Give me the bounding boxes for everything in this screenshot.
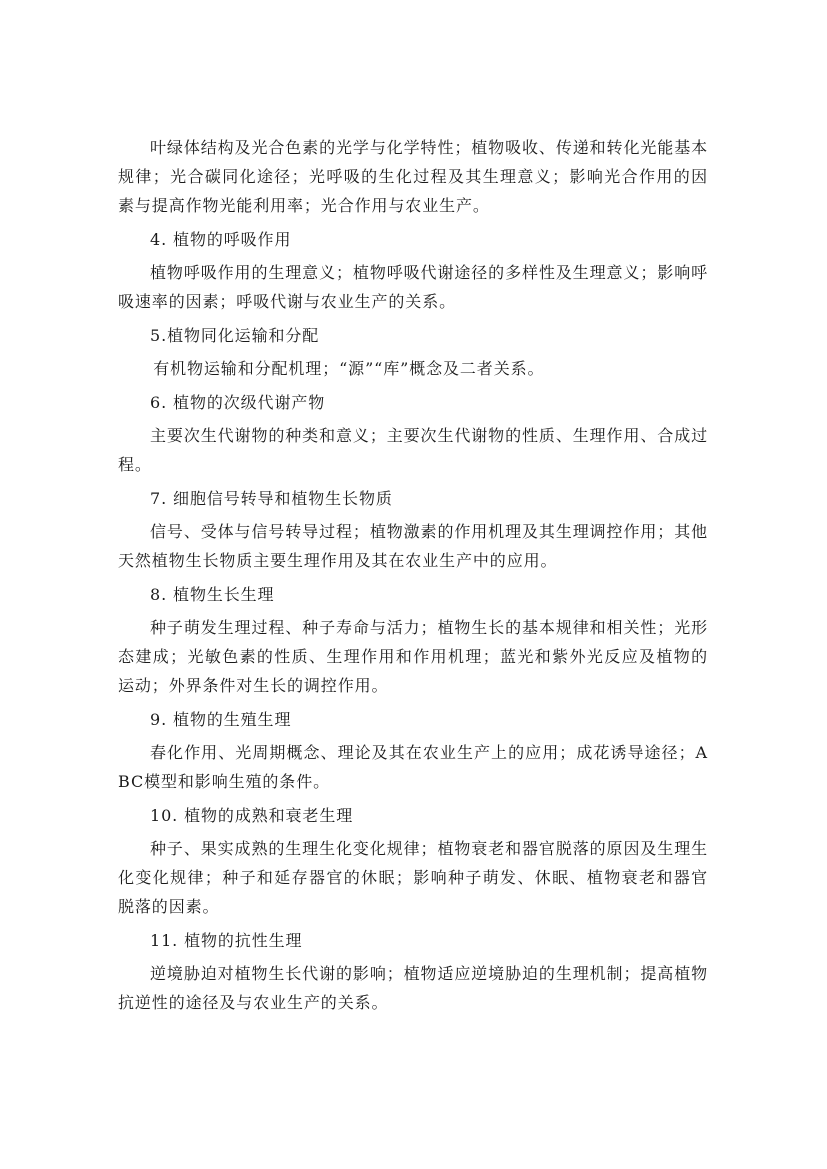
section-6: [118, 388, 708, 479]
section-body: 逆境胁迫对植物生长代谢的影响；植物适应逆境胁迫的生理机制；提高植物抗逆性的途径及与农业生产的关系。: [118, 964, 708, 1012]
section-body: 种子萌发生理过程、种子寿命与活力；植物生长的基本规律和相关性；光形态建成；光敏色素的性质、生理作用和作用机理；蓝光和紫外光反应及植物的运动；外界条件对生长的调控作用。: [118, 618, 708, 695]
section-heading: 6. 植物的次级代谢产物: [150, 393, 326, 412]
section-7: [118, 484, 708, 575]
section-heading: 7. 细胞信号转导和植物生长物质: [150, 489, 393, 508]
section-body: 春化作用、光周期概念、理论及其在农业生产上的应用；成花诱导途径；ABC模型和影响生殖的条件。: [118, 743, 708, 791]
section-heading: 9. 植物的生殖生理: [150, 710, 292, 729]
section-heading: 5.植物同化运输和分配: [150, 326, 320, 345]
section-11: [118, 926, 708, 1017]
section-heading: 8. 植物生长生理: [150, 585, 275, 604]
section-body: 植物呼吸作用的生理意义；植物呼吸代谢途径的多样性及生理意义；影响呼吸速率的因素；呼吸代谢与农业生产的关系。: [118, 263, 708, 311]
section-4: [118, 225, 708, 316]
section-heading: 4. 植物的呼吸作用: [150, 230, 292, 249]
section-5: [118, 321, 708, 383]
section-body: 信号、受体与信号转导过程；植物激素的作用机理及其生理调控作用；其他天然植物生长物质主要生理作用及其在农业生产中的应用。: [118, 522, 708, 570]
section-10: [118, 801, 708, 921]
section-body: 有机物运输和分配机理；“源”“库”概念及二者关系。: [153, 359, 545, 378]
section-8: [118, 580, 708, 700]
document-page: [118, 133, 708, 1021]
section-9: [118, 705, 708, 796]
section-heading: 10. 植物的成熟和衰老生理: [150, 806, 354, 825]
intro-paragraph: 叶绿体结构及光合色素的光学与化学特性；植物吸收、传递和转化光能基本规律；光合碳同化途径；光呼吸的生化过程及其生理意义；影响光合作用的因素与提高作物光能利用率；光合作用与农业生产。: [118, 138, 708, 215]
section-body: 种子、果实成熟的生理生化变化规律；植物衰老和器官脱落的原因及生理生化变化规律；种子和延存器官的休眠；影响种子萌发、休眠、植物衰老和器官脱落的因素。: [118, 839, 708, 916]
section-body: 主要次生代谢物的种类和意义；主要次生代谢物的性质、生理作用、合成过程。: [118, 426, 708, 474]
section-heading: 11. 植物的抗性生理: [150, 931, 303, 950]
